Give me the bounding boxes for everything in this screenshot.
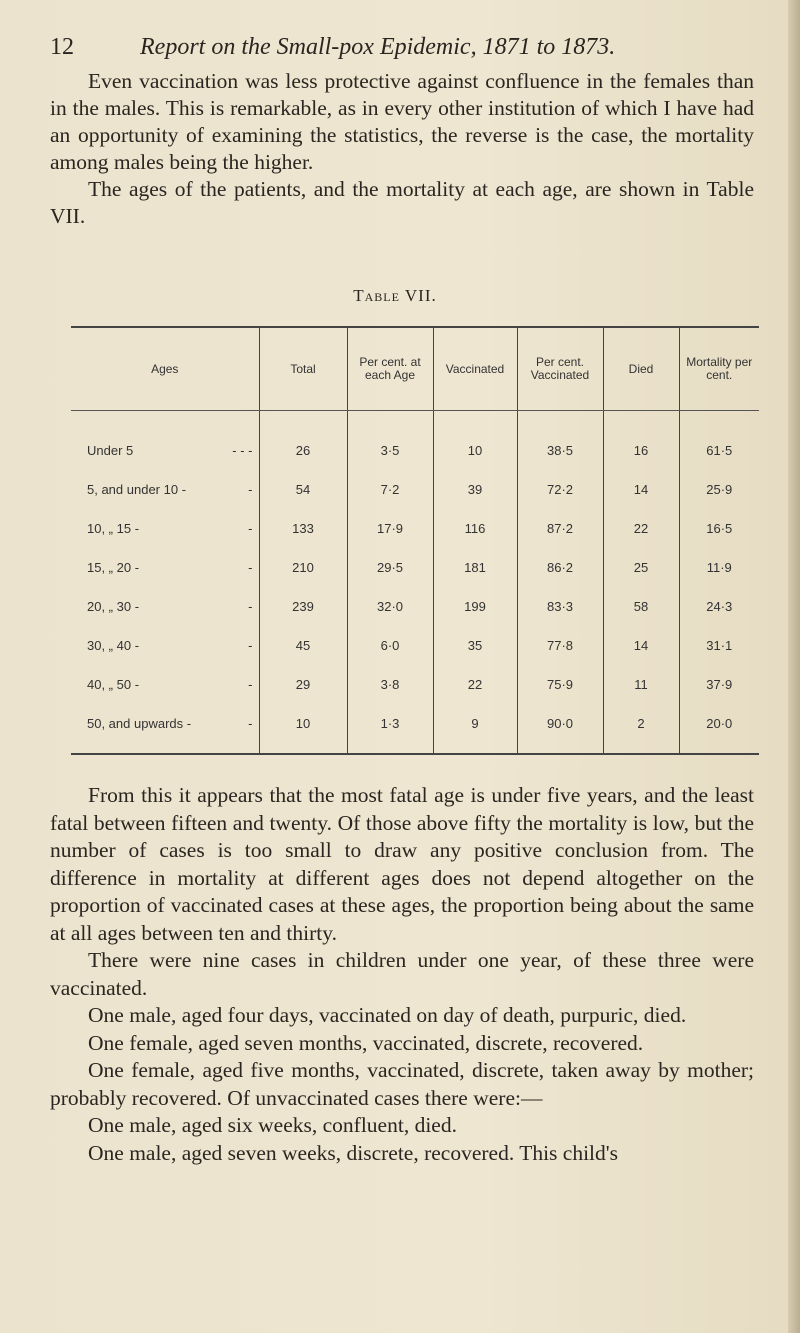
leader-dots: -: [248, 560, 253, 575]
table-cell: 72·2: [517, 470, 603, 509]
table-cell: 7·2: [347, 470, 433, 509]
table-cell: 3·5: [347, 411, 433, 471]
leader-dots: -: [248, 599, 253, 614]
leader-dots: - - -: [232, 443, 253, 458]
age-mortality-table: [71, 326, 759, 755]
column-header: Ages: [71, 327, 259, 411]
table-cell: 25·9: [679, 470, 759, 509]
table-cell: 86·2: [517, 548, 603, 587]
table-cell: 210: [259, 548, 347, 587]
paragraph: One male, aged seven weeks, discrete, recovered. This child's: [88, 1140, 619, 1165]
intro-text: [50, 68, 754, 230]
table-cell: 83·3: [517, 587, 603, 626]
table-cell: 31·1: [679, 626, 759, 665]
table-cell: 6·0: [347, 626, 433, 665]
table-cell: 22: [433, 665, 517, 704]
column-header: Mortality per cent.: [679, 327, 759, 411]
paragraph: There were nine cases in children under one year, of these three were vaccinated.: [50, 948, 754, 1000]
age-cell: [71, 509, 259, 548]
age-label: 10, „ 15 -: [87, 521, 140, 536]
table-header-row: [71, 327, 759, 411]
age-label: 50, and upwards -: [87, 716, 192, 731]
paragraph: The ages of the patients, and the mortality at each age, are shown in Table VII.: [50, 177, 754, 228]
table-cell: 29: [259, 665, 347, 704]
column-header: Vaccinated: [433, 327, 517, 411]
table-cell: 3·8: [347, 665, 433, 704]
leader-dots: -: [248, 521, 253, 536]
table-cell: 90·0: [517, 704, 603, 754]
table-cell: 199: [433, 587, 517, 626]
table-row: [71, 509, 759, 548]
table-cell: 38·5: [517, 411, 603, 471]
age-cell: [71, 704, 259, 754]
body-text: [50, 782, 754, 1167]
leader-dots: -: [248, 716, 253, 731]
page-header: [50, 34, 750, 64]
leader-dots: -: [248, 638, 253, 653]
table-cell: 58: [603, 587, 679, 626]
table-cell: 133: [259, 509, 347, 548]
table-cell: 35: [433, 626, 517, 665]
table-row: [71, 470, 759, 509]
table-cell: 14: [603, 626, 679, 665]
table-cell: 116: [433, 509, 517, 548]
table-cell: 16·5: [679, 509, 759, 548]
paragraph: Even vaccination was less protective against confluence in the females than in the males. This is remarkable, as in every other institution of which I have had an opportunity of examining the statistics, the reverse is the case, the mortality among males being the higher.: [50, 69, 754, 174]
paragraph: One male, aged four days, vaccinated on day of death, purpuric, died.: [88, 1003, 687, 1027]
paragraph: One female, aged five months, vaccinated, discrete, taken away by mother; probably recovered. Of unvaccinated cases there were:—: [50, 1058, 754, 1110]
table-cell: 10: [259, 704, 347, 754]
table-cell: 1·3: [347, 704, 433, 754]
table-row: [71, 626, 759, 665]
table-cell: 11·9: [679, 548, 759, 587]
table-cell: 29·5: [347, 548, 433, 587]
table-cell: 11: [603, 665, 679, 704]
table-cell: 10: [433, 411, 517, 471]
table-cell: 17·9: [347, 509, 433, 548]
table-cell: 61·5: [679, 411, 759, 471]
table-cell: 39: [433, 470, 517, 509]
column-header: Per cent. Vaccinated: [517, 327, 603, 411]
table-cell: 32·0: [347, 587, 433, 626]
paragraph: From this it appears that the most fatal age is under five years, and the least fatal between fifteen and twenty. Of those above fifty the mortality is low, but the number of cases is too small to draw any positive conclusion from. The difference in mortality at different ages does not depend altogether on the proportion of vaccinated cases at these ages, the proportion being about the same at all ages between ten and thirty.: [50, 783, 754, 945]
age-cell: [71, 626, 259, 665]
table-cell: 54: [259, 470, 347, 509]
table-cell: 26: [259, 411, 347, 471]
age-cell: [71, 470, 259, 509]
age-label: 5, and under 10 -: [87, 482, 187, 497]
table-cell: 75·9: [517, 665, 603, 704]
table-cell: 25: [603, 548, 679, 587]
paragraph: One male, aged six weeks, confluent, died.: [88, 1113, 457, 1137]
paragraph: One female, aged seven months, vaccinated, discrete, recovered.: [88, 1030, 644, 1055]
page-number: 12: [50, 34, 74, 60]
table-cell: 2: [603, 704, 679, 754]
table-caption: Table VII.: [353, 286, 437, 305]
table-cell: 24·3: [679, 587, 759, 626]
table-row: [71, 411, 759, 471]
age-label: Under 5: [87, 443, 134, 458]
table-cell: 37·9: [679, 665, 759, 704]
table-cell: 14: [603, 470, 679, 509]
leader-dots: -: [248, 482, 253, 497]
table-cell: 20·0: [679, 704, 759, 754]
table-cell: 9: [433, 704, 517, 754]
leader-dots: -: [248, 677, 253, 692]
running-title: Report on the Small-pox Epidemic, 1871 to 1873.: [140, 34, 616, 60]
age-label: 20, „ 30 -: [87, 599, 140, 614]
table-row: [71, 587, 759, 626]
age-cell: [71, 587, 259, 626]
age-label: 15, „ 20 -: [87, 560, 140, 575]
age-label: 30, „ 40 -: [87, 638, 140, 653]
age-cell: [71, 411, 259, 471]
table-cell: 181: [433, 548, 517, 587]
table-cell: 45: [259, 626, 347, 665]
table-cell: 77·8: [517, 626, 603, 665]
table-row: [71, 704, 759, 754]
column-header: Per cent. at each Age: [347, 327, 433, 411]
table-cell: 239: [259, 587, 347, 626]
age-cell: [71, 665, 259, 704]
page-edge: [788, 0, 800, 1333]
table-row: [71, 665, 759, 704]
age-label: 40, „ 50 -: [87, 677, 140, 692]
table-cell: 87·2: [517, 509, 603, 548]
table-row: [71, 548, 759, 587]
column-header: Total: [259, 327, 347, 411]
table-cell: 22: [603, 509, 679, 548]
table-cell: 16: [603, 411, 679, 471]
column-header: Died: [603, 327, 679, 411]
age-cell: [71, 548, 259, 587]
